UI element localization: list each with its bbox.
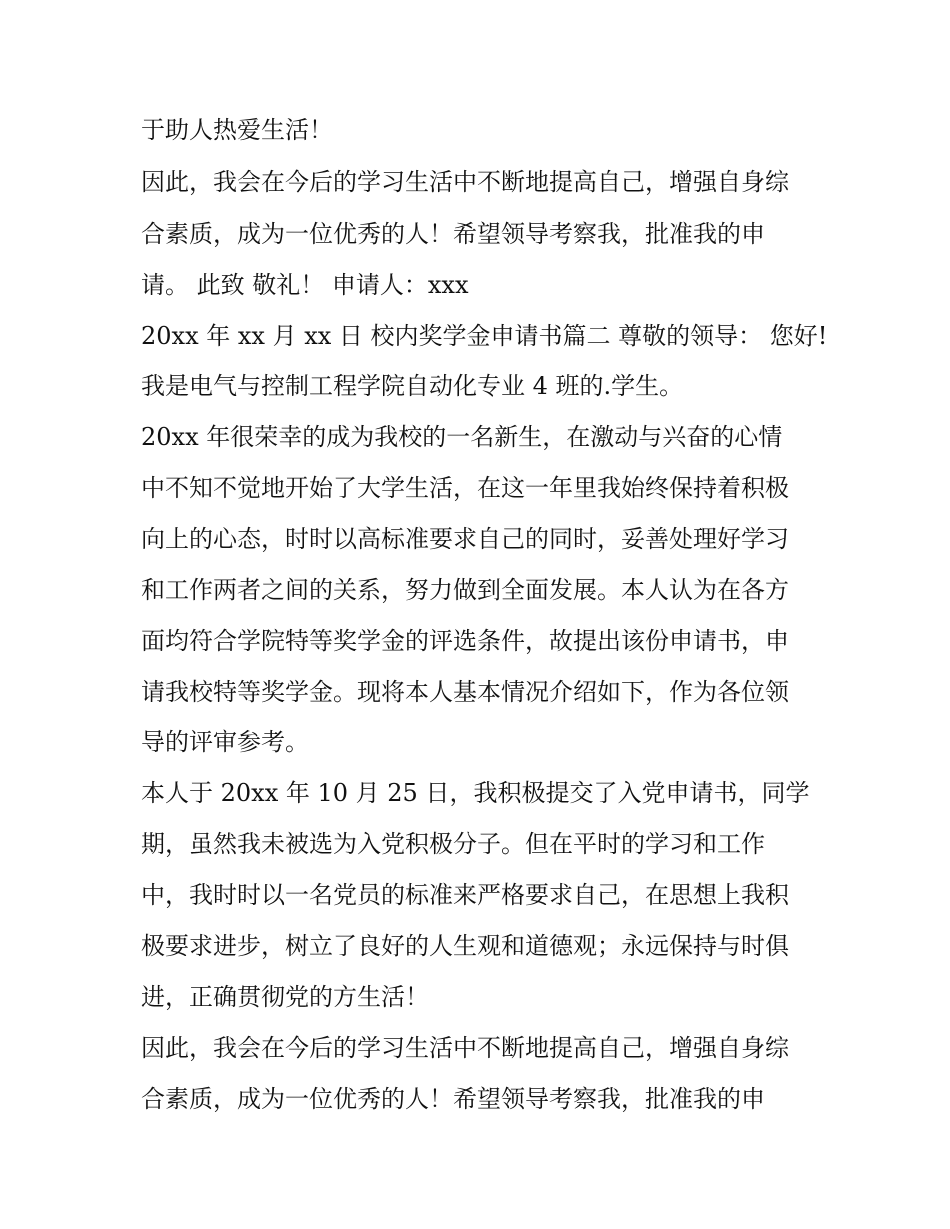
text-line: 我是电气与控制工程学院自动化专业 4 班的.学生。 (141, 372, 684, 400)
text-line: 于助人热爱生活！ (141, 116, 333, 144)
text-line: 极要求进步，树立了良好的人生观和道德观；永远保持与时俱 (141, 932, 789, 960)
text-line: 期，虽然我未被选为入党积极分子。但在平时的学习和工作 (141, 830, 765, 858)
text-line: 合素质，成为一位优秀的人！希望领导考察我，批准我的申 (141, 220, 765, 248)
text-line: 中，我时时以一名党员的标准来严格要求自己，在思想上我积 (141, 881, 789, 909)
text-line: 请。 此致 敬礼！ 申请人：xxx (141, 271, 469, 299)
text-line: 进，正确贯彻党的方生活！ (141, 983, 429, 1011)
text-line: 向上的心态，时时以高标准要求自己的同时，妥善处理好学习 (141, 525, 789, 553)
text-line: 合素质，成为一位优秀的人！希望领导考察我，批准我的申 (141, 1085, 765, 1113)
text-line: 导的评审参考。 (141, 728, 309, 756)
text-line: 和工作两者之间的关系，努力做到全面发展。本人认为在各方 (141, 576, 789, 604)
text-line: 20xx 年很荣幸的成为我校的一名新生，在激动与兴奋的心情 (141, 423, 783, 451)
text-line: 因此，我会在今后的学习生活中不断地提高自己，增强自身综 (141, 168, 789, 196)
text-line: 本人于 20xx 年 10 月 25 日，我积极提交了入党申请书，同学 (141, 779, 810, 807)
text-line: 面均符合学院特等奖学金的评选条件，故提出该份申请书，申 (141, 627, 789, 655)
text-line: 请我校特等奖学金。现将本人基本情况介绍如下，作为各位领 (141, 678, 789, 706)
text-line: 中不知不觉地开始了大学生活，在这一年里我始终保持着积极 (141, 474, 789, 502)
text-line: 因此，我会在今后的学习生活中不断地提高自己，增强自身综 (141, 1034, 789, 1062)
text-line: 20xx 年 xx 月 xx 日 校内奖学金申请书篇二 尊敬的领导： 您好! (141, 322, 828, 350)
